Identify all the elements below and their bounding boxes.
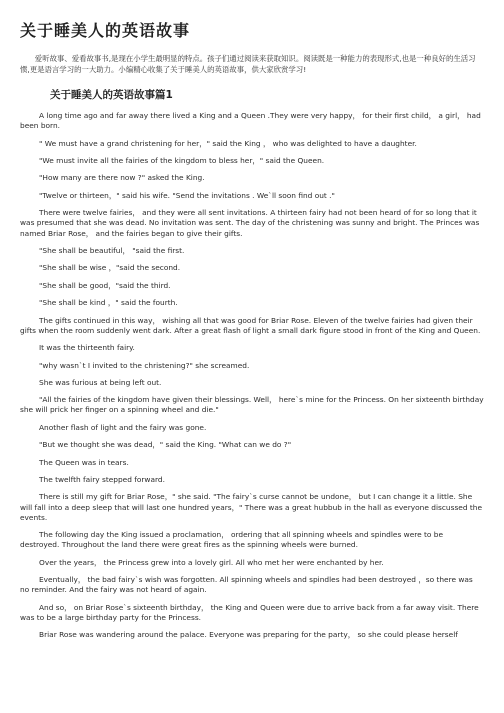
story-paragraph: It was the thirteenth fairy. [39,343,135,353]
story-paragraph: A long time ago and far away there lived a King and a Queen .They were very happy， for their first child， a girl， had been born. [20,111,481,131]
story-paragraph: "All the fairies of the kingdom have given their blessings. Well， here`s mine for the Princess. On her sixteenth birthday she will prick her finger on a spinning wheel and die." [20,395,484,415]
page-title: 关于睡美人的英语故事 [20,21,191,40]
intro-paragraph: 爱听故事、爱看故事书,是现在小学生最明显的特点。孩子们通过阅读来获取知识。阅读既是一种能力的表现形式,也是一种良好的生活习惯,更是语言学习的一大助力。小编精心收集了关于睡美人的英语故事，供大家欣赏学习! [20,54,476,74]
story-paragraph: "She shall be wise ，"said the second. [39,263,181,273]
story-paragraph: There were twelve fairies， and they were all sent invitations. A thirteen fairy had not been heard of for so long that it was presumed that she was dead. No invitation was sent. The day of the christening was sunny and bright. The Princes was named Briar Rose， and the fairies began to give their gifts. [20,208,480,238]
story-paragraph: Briar Rose was wandering around the palace. Everyone was preparing for the party， so she could please herself [39,630,458,640]
story-paragraph: She was furious at being left out. [39,377,162,387]
story-paragraph: "She shall be kind ，" said the fourth. [39,298,178,308]
story-paragraph: "We must invite all the fairies of the kingdom to bless her，" said the Queen. [39,155,325,165]
story-paragraph: There is still my gift for Briar Rose，" she said. "The fairy`s curse cannot be undone， but I can change it a little. She will fall into a deep sleep that will last one hundred years，" There was a great hubbub in the hall as everyone discussed the events. [20,492,483,522]
story-paragraph: The Queen was in tears. [39,457,129,467]
story-paragraph: Another flash of light and the fairy was gone. [39,422,207,432]
story-paragraph: "But we thought she was dead，" said the King. "What can we do ?" [39,440,292,450]
story-paragraph: Over the years， the Princess grew into a lovely girl. All who met her were enchanted by her. [39,557,384,567]
story-paragraph: "She shall be good，"said the third. [39,280,171,290]
story-paragraph: The gifts continued in this way， wishing all that was good for Briar Rose. Eleven of the twelve fairies had given their gifts when the room suddenly went dark. After a great flash of light a small dark figure stood in front of the King and Queen. [20,315,481,335]
section-title: 关于睡美人的英语故事篇1 [50,89,173,101]
story-paragraph: And so， on Briar Rose`s sixteenth birthday， the King and Queen were due to arrive back from a far away visit. There was to be a large birthday party for the Princess. [20,602,479,623]
story-paragraph: "why wasn`t I invited to the christening?" she screamed. [39,360,250,370]
story-paragraph: "How many are there now ?" asked the King. [39,173,205,183]
story-body [20,111,484,641]
story-paragraph: The twelfth fairy stepped forward. [39,475,165,485]
story-paragraph: " We must have a grand christening for her，" said the King ， who was delighted to have a daughter. [39,138,417,148]
story-paragraph: Eventually， the bad fairy`s wish was forgotten. All spinning wheels and spindles had been destroyed ，so there was no reminder. And the fairy was not heard of again. [20,575,473,595]
story-paragraph: "Twelve or thirteen，" said his wife. "Send the invitations . We`ll soon find out ." [39,190,335,200]
story-paragraph: "She shall be beautiful， "said the first. [39,245,185,255]
story-paragraph: The following day the King issued a proclamation， ordering that all spinning wheels and spindles were to be destroyed. Throughout the land there were great fires as the spinning wheels were burned. [20,530,444,550]
